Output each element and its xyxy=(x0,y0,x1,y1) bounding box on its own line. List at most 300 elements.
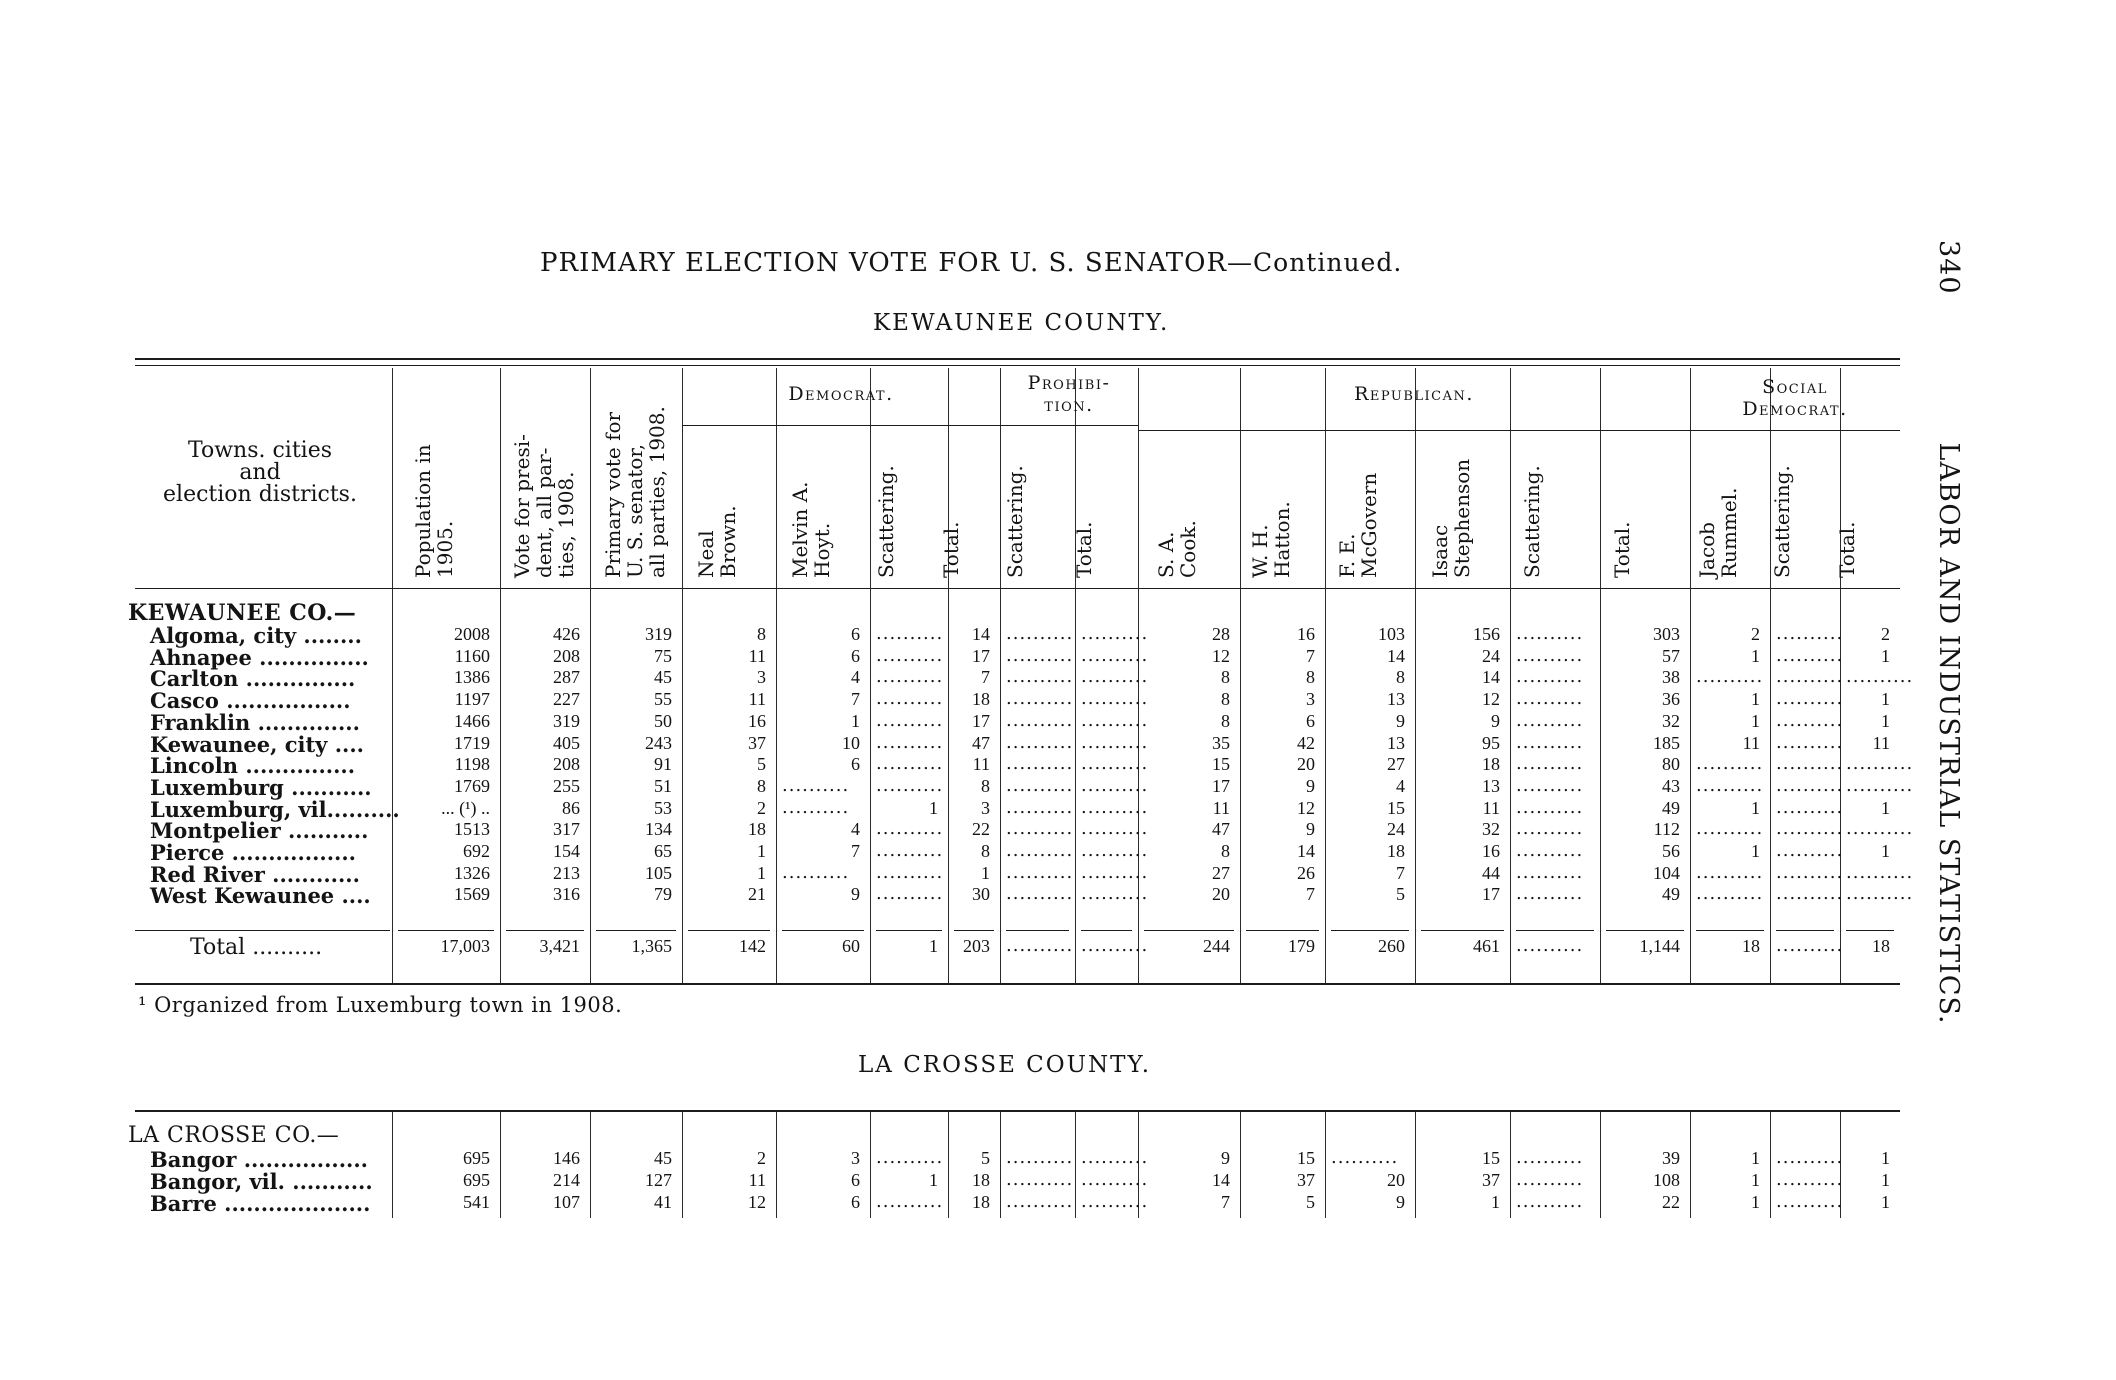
empty-cell-dots: .......... xyxy=(1006,935,1074,956)
empty-cell-dots: .......... xyxy=(876,1147,944,1168)
empty-cell-dots: .......... xyxy=(1081,818,1149,840)
cell-neal-brown: 2 xyxy=(757,1148,766,1168)
cell-primary-vote: 53 xyxy=(654,797,672,818)
cell-neal-brown: 2 xyxy=(757,797,766,818)
empty-cell-dots: .......... xyxy=(1081,688,1149,710)
lacrosse-row xyxy=(0,1169,1900,1194)
empty-cell-dots: .......... xyxy=(1081,644,1149,666)
header-neal-brown: Neal Brown. xyxy=(694,505,740,578)
cell-hatton: 12 xyxy=(1297,797,1315,818)
cell-cook: 7 xyxy=(1221,1192,1230,1212)
cell-population: 692 xyxy=(463,841,490,861)
town-name: Pierce ................. xyxy=(150,840,356,865)
cell-cook: 17 xyxy=(1212,775,1230,796)
stub-header: Towns. cities and election districts. xyxy=(163,438,357,507)
kewaunee-row xyxy=(0,796,1900,822)
cell-hatton: 5 xyxy=(1306,1192,1315,1212)
empty-cell-dots: .......... xyxy=(876,861,944,883)
empty-cell-dots: .......... xyxy=(876,883,944,905)
total-rule xyxy=(1606,930,1684,931)
empty-cell-dots: .......... xyxy=(1776,753,1844,775)
cell-dem-total: 18 xyxy=(972,1170,990,1190)
lacrosse-top-rule xyxy=(135,1110,1900,1112)
header-cook: S. A. Cook. xyxy=(1154,520,1200,578)
cell-rep-total: 108 xyxy=(1653,1170,1680,1190)
cell-mcgovern: 9 xyxy=(1396,710,1405,731)
header-rep-scattering: Scattering. xyxy=(1520,465,1544,578)
total-rule xyxy=(1144,930,1234,931)
cell-vote-president: 146 xyxy=(553,1148,580,1168)
empty-cell-dots: .......... xyxy=(876,644,944,666)
empty-cell-dots: .......... xyxy=(1516,666,1584,688)
cell-vote-president: 208 xyxy=(553,645,580,666)
cell-hatton: 42 xyxy=(1297,732,1315,753)
header-rep-total: Total. xyxy=(1610,521,1634,578)
lacrosse-row xyxy=(0,1147,1900,1172)
cell-cook: 28 xyxy=(1212,624,1230,644)
cell-hatton: 9 xyxy=(1306,819,1315,840)
cell-rummel: 1 xyxy=(1751,689,1760,710)
cell-mcgovern: 9 xyxy=(1396,1192,1405,1212)
cell-primary-vote: 319 xyxy=(645,624,672,644)
cell-melvin-hoyt: 6 xyxy=(851,754,860,775)
empty-cell-dots: .......... xyxy=(1081,1169,1149,1190)
cell-vote-president: 317 xyxy=(553,819,580,840)
kewaunee-row xyxy=(0,623,1900,648)
cell-population: 1719 xyxy=(454,732,490,753)
empty-cell-dots: .......... xyxy=(1696,753,1764,775)
footnote: ¹ Organized from Luxemburg town in 1908. xyxy=(138,993,623,1017)
empty-cell-dots: .......... xyxy=(1516,1191,1584,1212)
bottom-rule xyxy=(135,983,1900,985)
cell-primary-vote: 55 xyxy=(654,689,672,710)
cell-cook: 11 xyxy=(1212,797,1230,818)
empty-cell-dots: .......... xyxy=(1006,1191,1074,1212)
cell-dem-total: 18 xyxy=(972,689,990,710)
cell-neal-brown: 12 xyxy=(748,1192,766,1212)
total-rule xyxy=(688,930,770,931)
empty-cell-dots: .......... xyxy=(1776,1169,1844,1190)
empty-cell-dots: .......... xyxy=(876,1191,944,1212)
cell-vote-president: 405 xyxy=(553,732,580,753)
cell-stephenson: 13 xyxy=(1482,775,1500,796)
running-head-text: LABOR AND INDUSTRIAL STATISTICS. xyxy=(1933,442,1964,1025)
cell-population: 1466 xyxy=(454,710,490,731)
cell-neal-brown: 5 xyxy=(757,754,766,775)
total-dem-scattering: 1 xyxy=(929,936,938,956)
empty-cell-dots: .......... xyxy=(1846,753,1914,775)
cell-primary-vote: 45 xyxy=(654,1148,672,1168)
empty-cell-dots: .......... xyxy=(1081,623,1149,644)
total-rule xyxy=(596,930,676,931)
kewaunee-row xyxy=(0,709,1900,735)
empty-cell-dots: .......... xyxy=(1516,1147,1584,1168)
cell-population: 1326 xyxy=(454,862,490,883)
cell-population: 1569 xyxy=(454,884,490,905)
cell-cook: 14 xyxy=(1212,1170,1230,1190)
empty-cell-dots: .......... xyxy=(1006,840,1074,861)
cell-cook: 35 xyxy=(1212,732,1230,753)
cell-melvin-hoyt: 10 xyxy=(842,732,860,753)
cell-primary-vote: 105 xyxy=(645,862,672,883)
total-sd-total: 18 xyxy=(1872,936,1890,956)
empty-cell-dots: .......... xyxy=(1516,644,1584,666)
empty-cell-dots: .......... xyxy=(1696,666,1764,688)
cell-sd-total: 1 xyxy=(1881,645,1890,666)
cell-stephenson: 1 xyxy=(1491,1192,1500,1212)
cell-dem-total: 3 xyxy=(981,797,990,818)
cell-sd-total: 1 xyxy=(1881,1148,1890,1168)
cell-cook: 20 xyxy=(1212,884,1230,905)
town-name: Bangor, vil. ........... xyxy=(150,1169,373,1194)
cell-mcgovern: 14 xyxy=(1387,645,1405,666)
total-rule xyxy=(1081,930,1132,931)
header-population: Population in 1905. xyxy=(411,444,457,578)
cell-stephenson: 37 xyxy=(1482,1170,1500,1190)
cell-population: 1769 xyxy=(454,775,490,796)
empty-cell-dots: .......... xyxy=(1006,883,1074,905)
cell-sd-total: 11 xyxy=(1872,732,1890,753)
cell-vote-president: 227 xyxy=(553,689,580,710)
cell-neal-brown: 11 xyxy=(748,1170,766,1190)
cell-neal-brown: 3 xyxy=(757,667,766,688)
empty-cell-dots: .......... xyxy=(1516,688,1584,710)
cell-hatton: 7 xyxy=(1306,645,1315,666)
total-dem-total: 203 xyxy=(963,936,990,956)
empty-cell-dots: .......... xyxy=(1006,753,1074,775)
empty-cell-dots: .......... xyxy=(1081,666,1149,688)
empty-cell-dots: .......... xyxy=(876,666,944,688)
cell-stephenson: 156 xyxy=(1473,624,1500,644)
header-sd-scattering: Scattering. xyxy=(1770,465,1794,578)
title-suffix: —Continued. xyxy=(1227,248,1403,277)
empty-cell-dots: .......... xyxy=(1006,796,1074,818)
total-stephenson: 461 xyxy=(1473,936,1500,956)
empty-cell-dots: .......... xyxy=(876,731,944,753)
kewaunee-row xyxy=(0,818,1914,844)
empty-cell-dots: .......... xyxy=(1081,1147,1149,1168)
total-rule xyxy=(398,930,494,931)
cell-primary-vote: 79 xyxy=(654,884,672,905)
total-rule xyxy=(876,930,942,931)
cell-dem-total: 30 xyxy=(972,884,990,905)
cell-dem-scattering: 1 xyxy=(929,797,938,818)
cell-population: 2008 xyxy=(454,624,490,644)
empty-cell-dots: .......... xyxy=(1516,796,1584,818)
header-stephenson: Isaac Stephenson xyxy=(1427,458,1474,578)
cell-hatton: 14 xyxy=(1297,841,1315,861)
cell-primary-vote: 65 xyxy=(654,841,672,861)
empty-cell-dots: .......... xyxy=(1776,644,1844,666)
cell-vote-president: 426 xyxy=(553,624,580,644)
cell-hatton: 26 xyxy=(1297,862,1315,883)
cell-hatton: 3 xyxy=(1306,689,1315,710)
empty-cell-dots: .......... xyxy=(1006,688,1074,710)
cell-dem-total: 5 xyxy=(981,1148,990,1168)
cell-vote-president: 214 xyxy=(553,1170,580,1190)
empty-cell-dots: .......... xyxy=(876,818,944,840)
cell-stephenson: 14 xyxy=(1482,667,1500,688)
empty-cell-dots: .......... xyxy=(1006,731,1074,753)
cell-rep-total: 80 xyxy=(1662,754,1680,775)
total-rule xyxy=(1776,930,1834,931)
cell-vote-president: 319 xyxy=(553,710,580,731)
cell-mcgovern: 13 xyxy=(1387,732,1405,753)
empty-cell-dots: .......... xyxy=(1081,1191,1149,1212)
cell-rummel: 1 xyxy=(1751,797,1760,818)
header-pro-scattering: Scattering. xyxy=(1002,465,1027,578)
cell-rummel: 1 xyxy=(1751,841,1760,861)
lacrosse-county-label: LA CROSSE CO.— xyxy=(128,1123,340,1148)
cell-mcgovern: 103 xyxy=(1378,624,1405,644)
empty-cell-dots: .......... xyxy=(1006,1169,1074,1190)
cell-neal-brown: 18 xyxy=(748,819,766,840)
cell-primary-vote: 50 xyxy=(654,710,672,731)
empty-cell-dots: .......... xyxy=(1516,1169,1584,1190)
cell-sd-total: 1 xyxy=(1881,797,1890,818)
empty-cell-dots: .......... xyxy=(1516,935,1584,956)
cell-rummel: 2 xyxy=(1751,624,1760,644)
empty-cell-dots: .......... xyxy=(1516,818,1584,840)
social-democrat-header: Social Democrat. xyxy=(1742,376,1848,420)
cell-hatton: 37 xyxy=(1297,1170,1315,1190)
total-rep-total: 1,144 xyxy=(1639,936,1680,956)
cell-sd-total: 1 xyxy=(1881,710,1890,731)
cell-hatton: 8 xyxy=(1306,667,1315,688)
cell-stephenson: 44 xyxy=(1482,862,1500,883)
empty-cell-dots: .......... xyxy=(876,623,944,644)
header-sd-total: Total. xyxy=(1835,521,1859,578)
cell-dem-total: 18 xyxy=(972,1192,990,1212)
empty-cell-dots: .......... xyxy=(1081,774,1149,796)
cell-dem-total: 22 xyxy=(972,819,990,840)
empty-cell-dots: .......... xyxy=(1696,774,1764,796)
cell-dem-total: 17 xyxy=(972,710,990,731)
town-name: Bangor ................. xyxy=(150,1147,368,1172)
empty-cell-dots: .......... xyxy=(1776,688,1844,710)
kewaunee-county-label: KEWAUNEE CO.— xyxy=(128,600,357,626)
cell-neal-brown: 21 xyxy=(748,884,766,905)
town-name: Carlton ............... xyxy=(150,666,356,692)
total-melvin-hoyt: 60 xyxy=(842,936,860,956)
cell-population: 1386 xyxy=(454,667,490,688)
cell-rummel: 1 xyxy=(1751,1148,1760,1168)
empty-cell-dots: .......... xyxy=(1516,709,1584,731)
cell-dem-total: 14 xyxy=(972,624,990,644)
empty-cell-dots: .......... xyxy=(1006,774,1074,796)
cell-mcgovern: 7 xyxy=(1396,862,1405,883)
cell-rep-total: 56 xyxy=(1662,841,1680,861)
cell-stephenson: 17 xyxy=(1482,884,1500,905)
democrat-rule xyxy=(682,425,1000,426)
total-rule xyxy=(1516,930,1594,931)
cell-rep-total: 49 xyxy=(1662,884,1680,905)
cell-rep-total: 112 xyxy=(1653,819,1680,840)
cell-melvin-hoyt: 4 xyxy=(851,819,860,840)
cell-stephenson: 16 xyxy=(1482,841,1500,861)
cell-neal-brown: 16 xyxy=(748,710,766,731)
cell-cook: 8 xyxy=(1221,841,1230,861)
cell-population: 1160 xyxy=(454,645,490,666)
empty-cell-dots: .......... xyxy=(1006,861,1074,883)
total-vote-president: 3,421 xyxy=(539,936,580,956)
town-name: Lincoln ............... xyxy=(150,753,356,779)
total-mcgovern: 260 xyxy=(1378,936,1405,956)
cell-stephenson: 15 xyxy=(1482,1148,1500,1168)
header-pro-total: Total. xyxy=(1071,521,1096,578)
cell-melvin-hoyt: 7 xyxy=(851,689,860,710)
cell-primary-vote: 243 xyxy=(645,732,672,753)
empty-cell-dots: .......... xyxy=(782,796,850,818)
total-rule xyxy=(1846,930,1894,931)
lacrosse-county-heading: LA CROSSE COUNTY. xyxy=(858,1052,1152,1078)
header-hatton: W. H. Hatton. xyxy=(1247,501,1294,578)
cell-primary-vote: 41 xyxy=(654,1192,672,1212)
total-rummel: 18 xyxy=(1742,936,1760,956)
kewaunee-row xyxy=(0,861,1914,887)
empty-cell-dots: .......... xyxy=(1696,818,1764,840)
cell-sd-total: 1 xyxy=(1881,689,1890,710)
kewaunee-county-heading: KEWAUNEE COUNTY. xyxy=(873,310,1170,336)
kewaunee-row xyxy=(0,666,1914,692)
empty-cell-dots: .......... xyxy=(1776,818,1844,840)
cell-dem-total: 17 xyxy=(972,645,990,666)
empty-cell-dots: .......... xyxy=(1006,623,1074,644)
cell-hatton: 6 xyxy=(1306,710,1315,731)
cell-primary-vote: 45 xyxy=(654,667,672,688)
empty-cell-dots: .......... xyxy=(1331,1147,1399,1168)
kewaunee-row xyxy=(0,731,1900,757)
empty-cell-dots: .......... xyxy=(876,840,944,861)
empty-cell-dots: .......... xyxy=(1081,731,1149,753)
header-rummel: Jacob Rummel. xyxy=(1695,487,1741,578)
empty-cell-dots: .......... xyxy=(876,774,944,796)
total-rule xyxy=(954,930,994,931)
cell-sd-total: 1 xyxy=(1881,1170,1890,1190)
total-hatton: 179 xyxy=(1288,936,1315,956)
cell-neal-brown: 8 xyxy=(757,624,766,644)
cell-population: 1513 xyxy=(454,819,490,840)
empty-cell-dots: .......... xyxy=(876,688,944,710)
empty-cell-dots: .......... xyxy=(1776,1147,1844,1168)
democrat-header: Democrat. xyxy=(788,383,894,405)
cell-primary-vote: 75 xyxy=(654,645,672,666)
cell-mcgovern: 24 xyxy=(1387,819,1405,840)
empty-cell-dots: .......... xyxy=(1516,731,1584,753)
empty-cell-dots: .......... xyxy=(1776,840,1844,861)
town-name: Kewaunee, city .... xyxy=(150,731,364,757)
cell-stephenson: 18 xyxy=(1482,754,1500,775)
cell-neal-brown: 1 xyxy=(757,862,766,883)
cell-melvin-hoyt: 4 xyxy=(851,667,860,688)
cell-melvin-hoyt: 6 xyxy=(851,1170,860,1190)
empty-cell-dots: .......... xyxy=(1776,861,1844,883)
empty-cell-dots: .......... xyxy=(1776,774,1844,796)
cell-melvin-hoyt: 6 xyxy=(851,1192,860,1212)
cell-cook: 12 xyxy=(1212,645,1230,666)
cell-hatton: 15 xyxy=(1297,1148,1315,1168)
cell-rummel: 1 xyxy=(1751,645,1760,666)
cell-vote-president: 316 xyxy=(553,884,580,905)
empty-cell-dots: .......... xyxy=(1081,709,1149,731)
cell-stephenson: 11 xyxy=(1482,797,1500,818)
cell-melvin-hoyt: 3 xyxy=(851,1148,860,1168)
empty-cell-dots: .......... xyxy=(1081,753,1149,775)
cell-rep-total: 303 xyxy=(1653,624,1680,644)
cell-rep-total: 185 xyxy=(1653,732,1680,753)
cell-stephenson: 12 xyxy=(1482,689,1500,710)
cell-population: 541 xyxy=(463,1192,490,1212)
kewaunee-row xyxy=(0,688,1900,714)
town-name: Luxemburg, vil.......... xyxy=(150,796,400,822)
empty-cell-dots: .......... xyxy=(1776,935,1844,956)
cell-hatton: 9 xyxy=(1306,775,1315,796)
cell-cook: 27 xyxy=(1212,862,1230,883)
cell-vote-president: 107 xyxy=(553,1192,580,1212)
lacrosse-row xyxy=(0,1191,1900,1216)
town-name: Barre .................... xyxy=(150,1191,371,1216)
header-dem-total: Total. xyxy=(939,521,963,578)
page-title: PRIMARY ELECTION VOTE FOR U. S. SENATOR—Continued. xyxy=(540,248,1403,278)
cell-dem-scattering: 1 xyxy=(929,1170,938,1190)
cell-population: 1198 xyxy=(454,754,490,775)
top-rule xyxy=(135,358,1900,360)
cell-dem-total: 47 xyxy=(972,732,990,753)
cell-sd-total: 2 xyxy=(1881,624,1890,644)
cell-vote-president: 213 xyxy=(553,862,580,883)
cell-dem-total: 7 xyxy=(981,667,990,688)
total-rule xyxy=(1246,930,1319,931)
republican-rule xyxy=(1138,430,1690,431)
cell-rummel: 1 xyxy=(1751,710,1760,731)
kewaunee-row xyxy=(0,883,1914,909)
cell-rummel: 1 xyxy=(1751,1170,1760,1190)
cell-rummel: 1 xyxy=(1751,1192,1760,1212)
cell-cook: 8 xyxy=(1221,689,1230,710)
empty-cell-dots: .......... xyxy=(1776,666,1844,688)
cell-dem-total: 1 xyxy=(981,862,990,883)
empty-cell-dots: .......... xyxy=(1081,861,1149,883)
empty-cell-dots: .......... xyxy=(1846,861,1914,883)
cell-rep-total: 38 xyxy=(1662,667,1680,688)
empty-cell-dots: .......... xyxy=(1006,666,1074,688)
total-rule xyxy=(1696,930,1764,931)
empty-cell-dots: .......... xyxy=(1696,883,1764,905)
empty-cell-dots: .......... xyxy=(782,774,850,796)
cell-rep-total: 32 xyxy=(1662,710,1680,731)
cell-melvin-hoyt: 6 xyxy=(851,624,860,644)
empty-cell-dots: .......... xyxy=(1006,818,1074,840)
empty-cell-dots: .......... xyxy=(1516,840,1584,861)
cell-stephenson: 9 xyxy=(1491,710,1500,731)
cell-cook: 15 xyxy=(1212,754,1230,775)
cell-vote-president: 287 xyxy=(553,667,580,688)
empty-cell-dots: .......... xyxy=(1006,1147,1074,1168)
cell-mcgovern: 20 xyxy=(1387,1170,1405,1190)
header-rule xyxy=(135,588,1900,589)
cell-mcgovern: 27 xyxy=(1387,754,1405,775)
total-rule xyxy=(1331,930,1409,931)
cell-primary-vote: 91 xyxy=(654,754,672,775)
cell-cook: 8 xyxy=(1221,667,1230,688)
cell-rep-total: 49 xyxy=(1662,797,1680,818)
total-primary-vote: 1,365 xyxy=(631,936,672,956)
cell-mcgovern: 15 xyxy=(1387,797,1405,818)
cell-rep-total: 36 xyxy=(1662,689,1680,710)
cell-mcgovern: 8 xyxy=(1396,667,1405,688)
cell-melvin-hoyt: 6 xyxy=(851,645,860,666)
empty-cell-dots: .......... xyxy=(1006,644,1074,666)
